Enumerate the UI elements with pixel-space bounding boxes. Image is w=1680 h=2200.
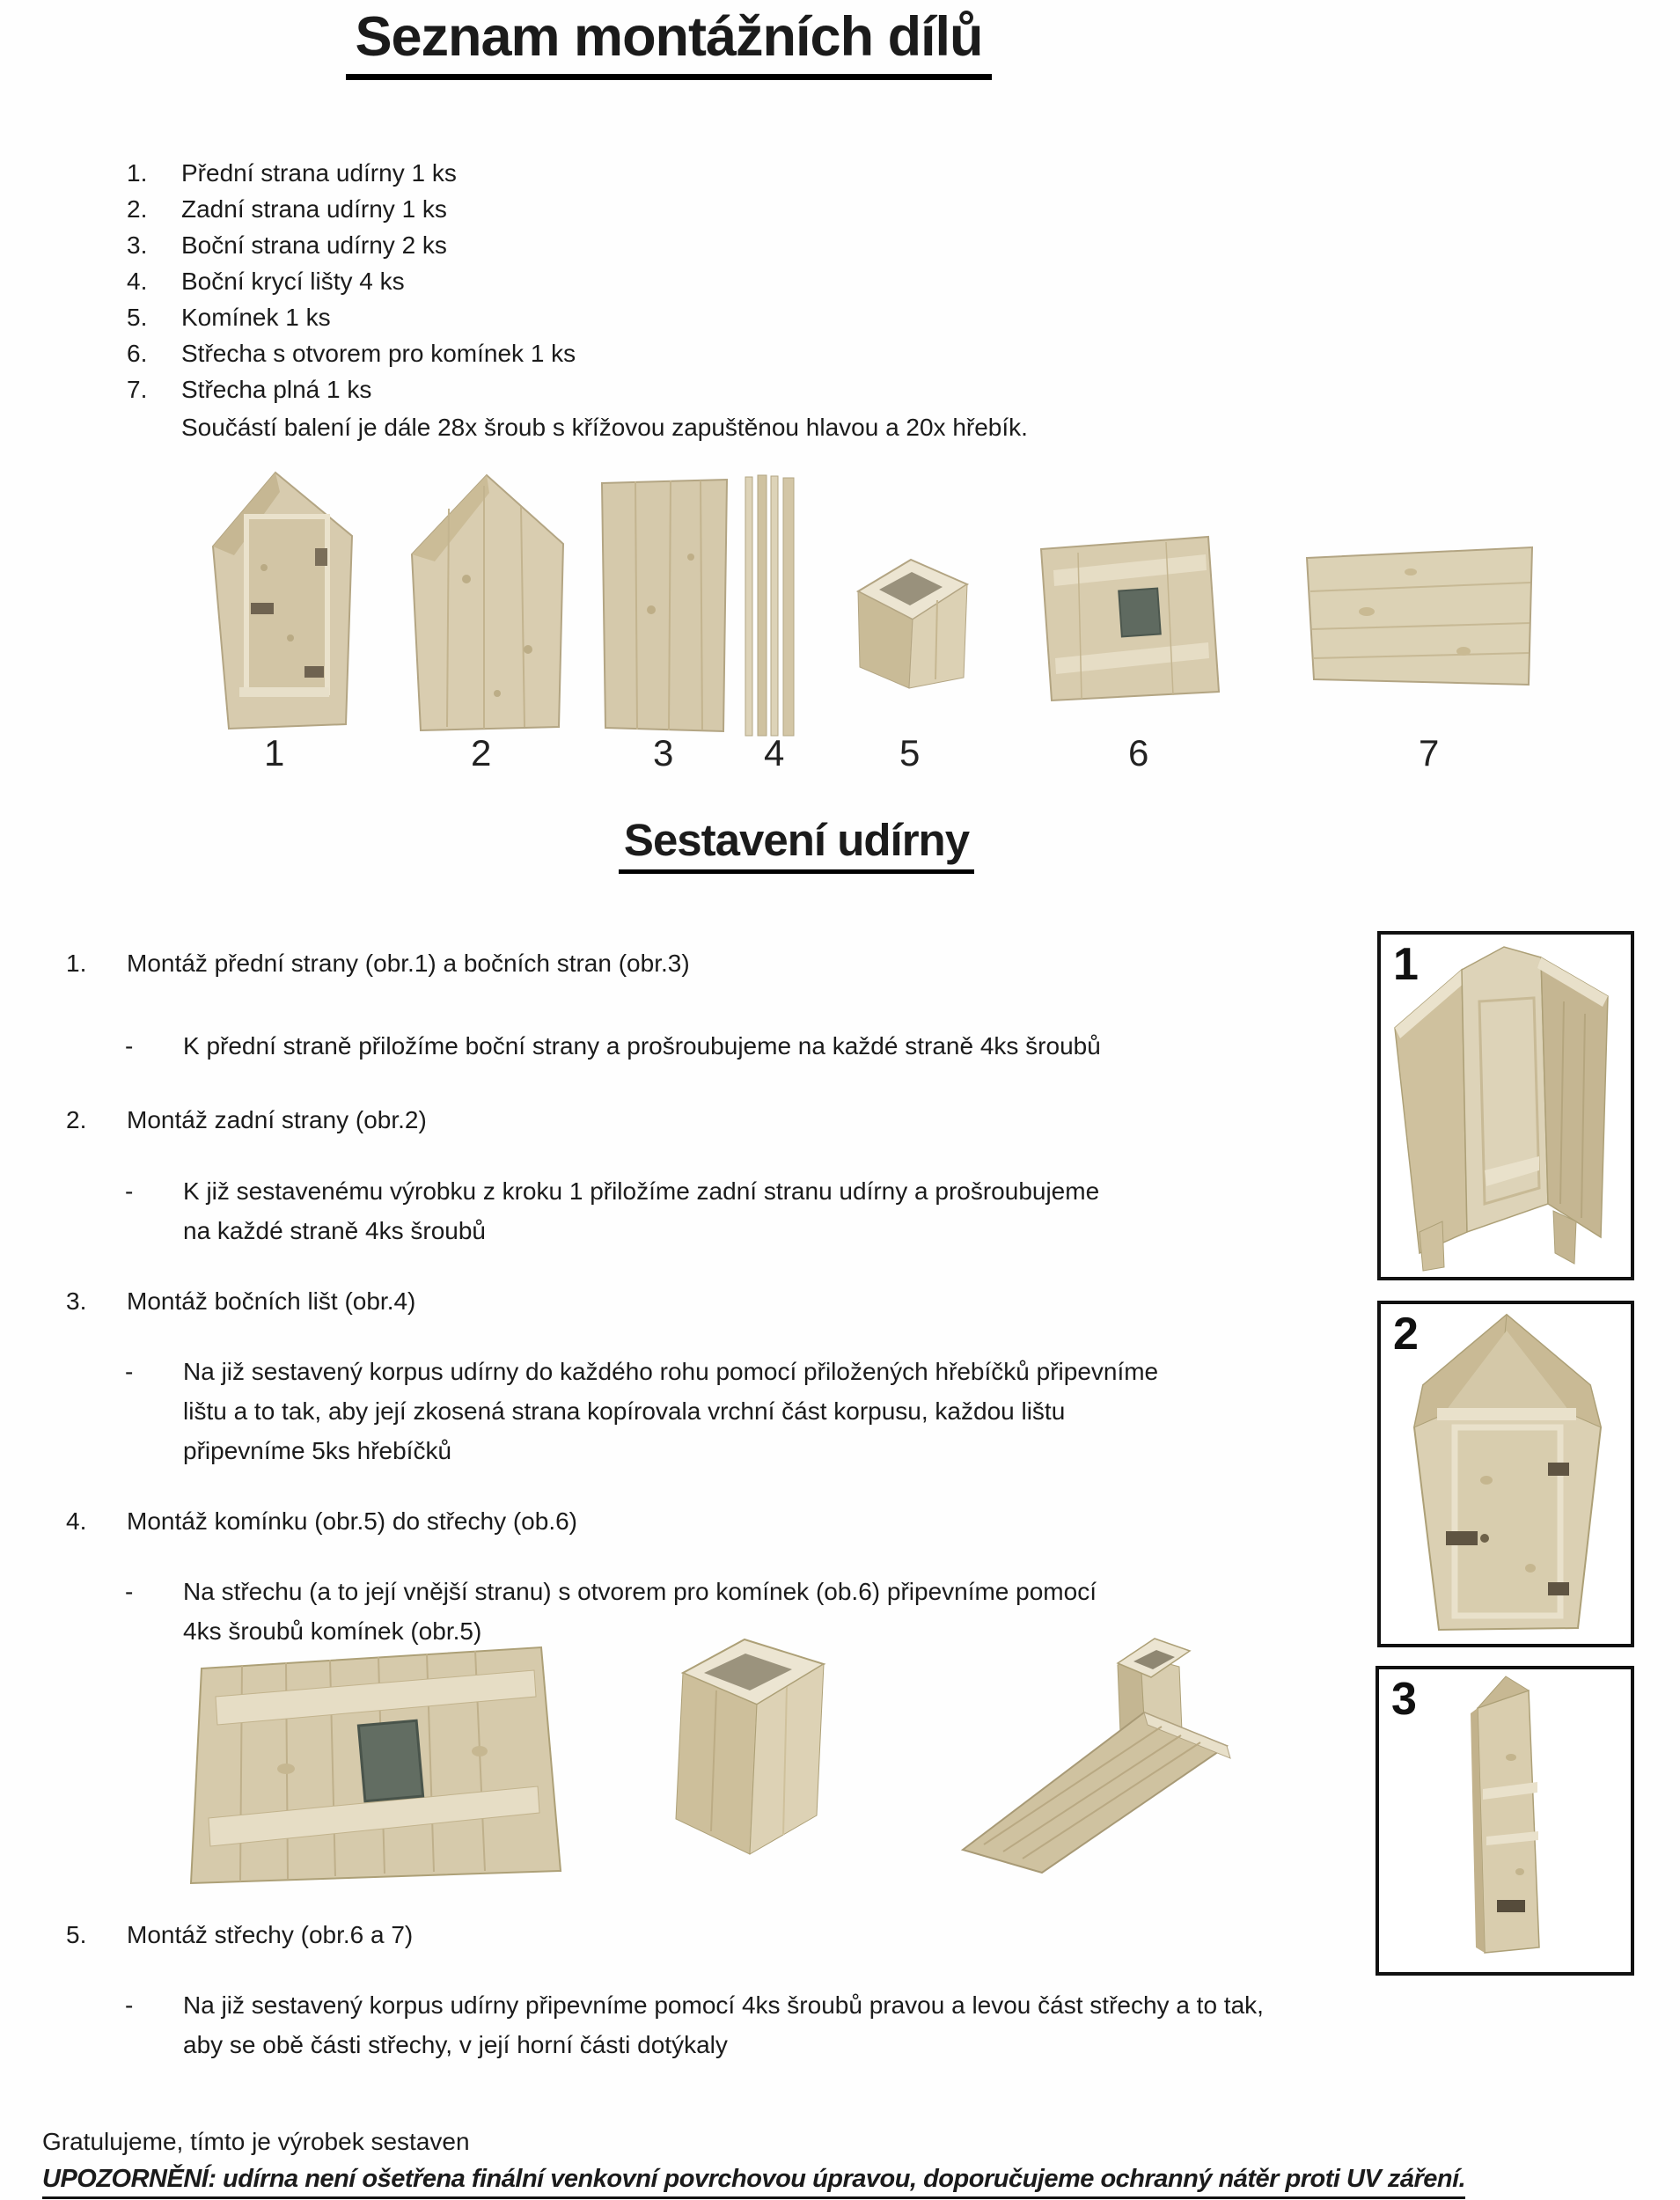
part-item-number: 5.	[127, 304, 148, 331]
step-title: Montáž přední strany (obr.1) a bočních stran (obr.3)	[127, 950, 690, 977]
bullet-dash: -	[125, 1358, 134, 1385]
photo-part-4-cover-lathes	[744, 473, 798, 737]
figure-box-number-3: 3	[1391, 1674, 1417, 1725]
part-item-number: 6.	[127, 340, 148, 367]
step-number: 3.	[66, 1287, 87, 1315]
part-item-label: Komínek 1 ks	[181, 304, 331, 331]
section-title: Sestavení udírny	[619, 814, 974, 874]
step-number: 4.	[66, 1507, 87, 1535]
bullet-dash: -	[125, 1578, 134, 1605]
bullet-line: Na již sestavený korpus udírny připevníme pomocí 4ks šroubů pravou a levou část střechy a to tak,	[183, 1991, 1264, 2019]
step-title: Montáž střechy (obr.6 a 7)	[127, 1921, 414, 1948]
bullet-line: lištu a to tak, aby její zkosená strana kopírovala vrchní část korpusu, každou lištu	[183, 1397, 1066, 1425]
bullet-dash: -	[125, 1032, 134, 1060]
bullet-dash: -	[125, 1177, 134, 1205]
photo-roof-with-hole-large	[189, 1646, 572, 1894]
figure-box-number-2: 2	[1393, 1309, 1419, 1360]
bullet-line: na každé straně 4ks šroubů	[183, 1217, 486, 1244]
photo-part-6-roof-with-hole	[1034, 535, 1223, 704]
step-title: Montáž zadní strany (obr.2)	[127, 1106, 427, 1133]
figure-label-part-3: 3	[653, 732, 674, 774]
assembly-figure-box-1	[1377, 931, 1634, 1280]
bullet-line: Na střechu (a to její vnější stranu) s otvorem pro komínek (ob.6) připevníme pomocí	[183, 1578, 1097, 1605]
footer-warning: UPOZORNĚNÍ: udírna není ošetřena finální venkovní povrchovou úpravou, doporučujeme ochranný nátěr proti UV záření.	[42, 2165, 1465, 2199]
part-item-label: Střecha s otvorem pro komínek 1 ks	[181, 340, 576, 367]
photo-part-1-front-panel	[202, 471, 361, 731]
header	[0, 5, 1338, 80]
figure-label-part-5: 5	[899, 732, 921, 774]
part-item-label: Boční strana udírny 2 ks	[181, 231, 447, 259]
parts-note: Součástí balení je dále 28x šroub s křížovou zapuštěnou hlavou a 20x hřebík.	[181, 414, 1028, 441]
step-number: 5.	[66, 1921, 87, 1948]
bullet-line: aby se obě části střechy, v její horní části dotýkaly	[183, 2031, 728, 2058]
bullet-dash: -	[125, 1991, 134, 2019]
assembly-figure-box-3	[1376, 1666, 1634, 1976]
footer-warning-wrap	[42, 2165, 1465, 2199]
figure-label-part-7: 7	[1419, 732, 1440, 774]
photo-assembly-step-3	[1379, 1669, 1631, 1969]
part-item-number: 1.	[127, 159, 148, 187]
step-number: 1.	[66, 950, 87, 977]
part-item-label: Střecha plná 1 ks	[181, 376, 372, 403]
step-number: 2.	[66, 1106, 87, 1133]
page-title: Seznam montážních dílů	[346, 5, 991, 80]
photo-part-2-back-panel	[396, 473, 576, 734]
photo-assembly-step-1	[1381, 940, 1631, 1274]
step-title: Montáž komínku (obr.5) do střechy (ob.6)	[127, 1507, 577, 1535]
part-item-number: 2.	[127, 195, 148, 223]
part-item-label: Přední strana udírny 1 ks	[181, 159, 457, 187]
footer-congrats: Gratulujeme, tímto je výrobek sestaven	[42, 2128, 470, 2155]
photo-roof-with-chimney	[957, 1628, 1239, 1874]
figure-label-part-1: 1	[264, 732, 285, 774]
part-item-number: 3.	[127, 231, 148, 259]
bullet-line: Na již sestavený korpus udírny do každého rohu pomocí přiložených hřebíčků připevníme	[183, 1358, 1159, 1385]
assembly-header	[356, 814, 1236, 874]
step-title: Montáž bočních lišt (obr.4)	[127, 1287, 416, 1315]
part-item-label: Zadní strana udírny 1 ks	[181, 195, 447, 223]
part-item-number: 4.	[127, 268, 148, 295]
bullet-line: K přední straně přiložíme boční strany a prošroubujeme na každé straně 4ks šroubů	[183, 1032, 1101, 1060]
photo-chimney-large	[658, 1632, 852, 1863]
photo-part-3-side-panel	[598, 478, 730, 735]
figure-label-part-4: 4	[764, 732, 785, 774]
photo-assembly-step-2	[1381, 1304, 1631, 1637]
part-item-number: 7.	[127, 376, 148, 403]
bullet-line: K již sestavenému výrobku z kroku 1 přiložíme zadní stranu udírny a prošroubujeme	[183, 1177, 1100, 1205]
bullet-line: připevníme 5ks hřebíčků	[183, 1437, 452, 1464]
part-item-label: Boční krycí lišty 4 ks	[181, 268, 405, 295]
figure-label-part-2: 2	[471, 732, 492, 774]
figure-label-part-6: 6	[1128, 732, 1149, 774]
photo-part-7-roof-plain	[1305, 546, 1538, 693]
photo-part-5-chimney	[849, 546, 974, 693]
figure-box-number-1: 1	[1393, 939, 1419, 990]
bullet-line: 4ks šroubů komínek (obr.5)	[183, 1617, 482, 1645]
assembly-figure-box-2	[1377, 1301, 1634, 1647]
